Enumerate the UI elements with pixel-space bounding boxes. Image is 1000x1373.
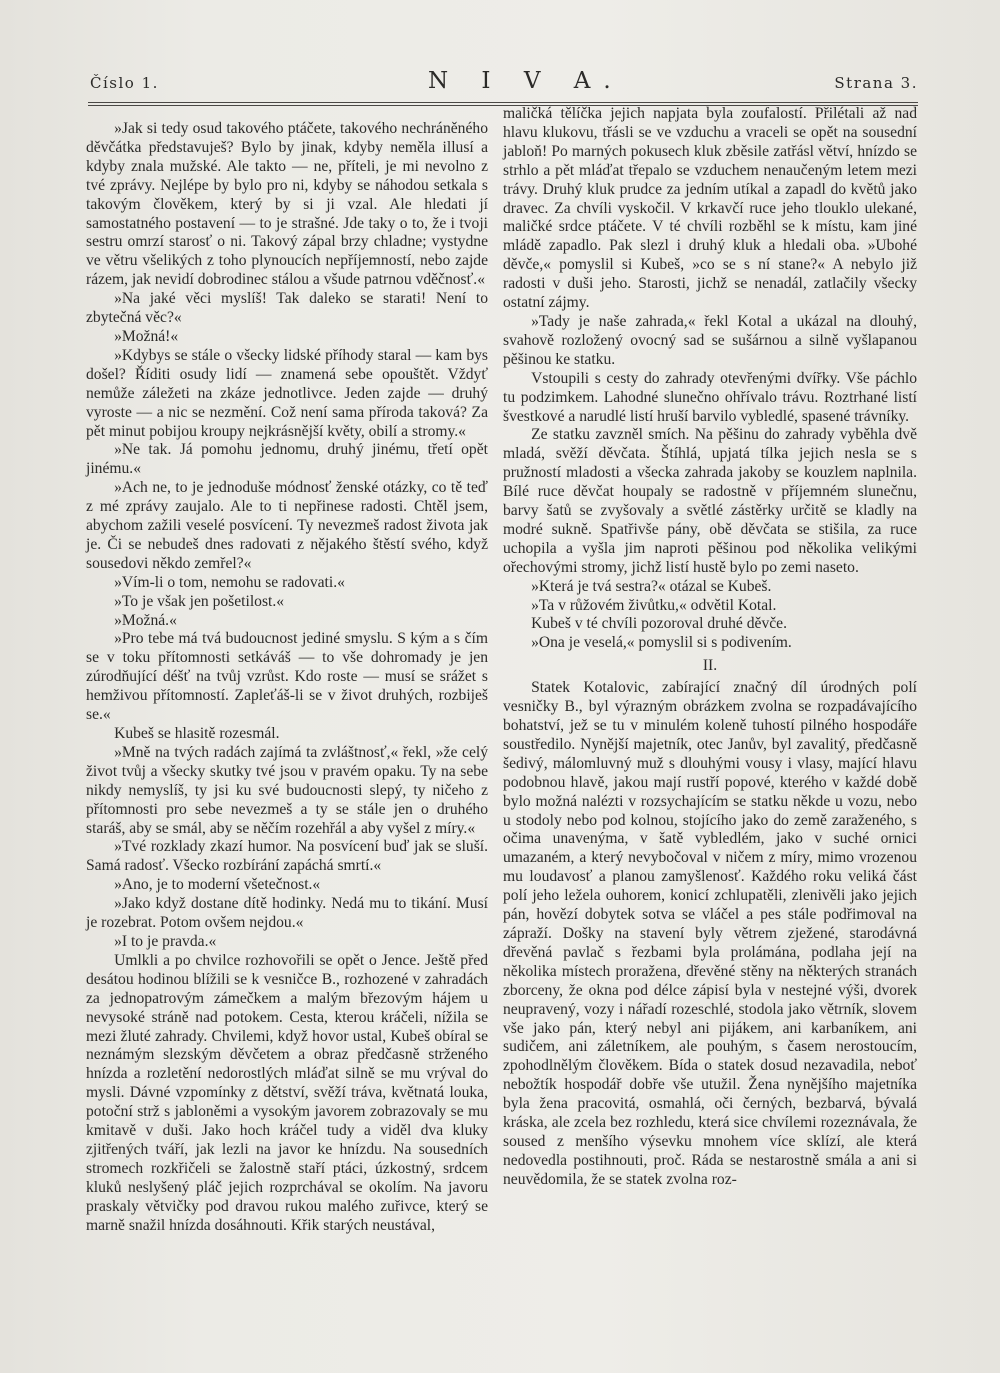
paragraph: »Vím-li o tom, nemohu se radovati.« [114,573,345,591]
paragraph: »Pro tebe má tvá budoucnost jediné smyslu. S kým a s čím se v toku přítomnosti setkáváš — to vše dohromady je jen zúrodňující déšť na tvůj vzrůst. Kdo roste — musí se srážet s hemživou přítomností. Zapleťáš-li se v život druhých, rozbiješ se.« [86,630,488,724]
paragraph: »Která je tvá sestra?« otázal se Kubeš. [531,577,772,595]
paragraph: Umlkli a po chvilce rozhovořili se opět o Jence. Ještě před desátou hodinou blížili se k vesničce B., rozhozené v zahradách za jednopatrovým zámečkem a malým březovým hájem u nevysoké stráně nad potokem. Cesta, kterou kráčeli, nížila se mezi žluté zahrady. Chvilemi, když hovor ustal, Kubeš obíral se neznámým slezským děvčetem a obraz předčasně strženého hnízda a rozletění nedorostlých mláďat silně se mu vrýval do mysli. Dávné vzpomínky z dětství, svěží tráva, květnatá louka, potoční strž s jabloněmi a vysokým javorem zobrazovaly se mu kmitavě v duši. Jako hoch kráčel tudy a viděl dva kluky zjitřených tváří, jak lezli na javor ke hnízdu. Na sousedních stromech rozkřičeli se žalostně staří ptáci, úzkostný, srdcem kluků neslyšený pláč jejich rozprchával se okolím. Na javoru praskaly větvičky pod dravou rukou malého zuřivce, který se marně snažil hnízda dosáhnouti. Křik starých neustával, [86,951,488,1234]
issue-number: Číslo 1. [90,74,159,92]
paragraph: »Jak si tedy osud takového ptáčete, takového nechráněného děvčátka představuješ? Bylo by jinak, kdyby neměla illusí a kdyby znala mužské. Ale takto — ne, příteli, je mi nevolno z tvé zprávy. Nejlépe by bylo pro ni, kdyby se náhodou setkala s takovým člověkem, který by si ji vzal. Ale hledati jí samostatného postavení — to je strašné. Jde taky o to, že i tvoji sestru omrzí starosť o ni. Takový zápal brzy chladne; vystydne ve větru všelikých z toho plynoucích nepříjemností, nebo zajde rázem, jak nevidí dobrodinec stálou a všude patrnou vděčnosť.« [86,120,488,289]
paragraph: Kubeš se hlasitě rozesmál. [114,725,280,742]
page-number: Strana 3. [834,74,918,92]
paragraph: »Mně na tvých radách zajímá ta zvláštnosť,« řekl, »že celý život tvůj a všecky skutky tvé jsou v pravém opaku. Ty na sebe nikdy nemyslíš, ty jsi ku své budoucnosti slepý, ty ničeho z přítomnosti pro sebe nevezmeš a ty se stále jen o druhého staráš, aby se smál, aby se něčím rozehřál a aby vyšel z míry.« [86,743,488,837]
paragraph: »To je však jen pošetilost.« [114,592,285,610]
paragraph: »Ne tak. Já pomohu jednomu, druhý jinému, třetí opět jinému.« [86,441,488,478]
journal-title: N I V A. [428,68,624,94]
paragraph: Statek Kotalovic, zabírající značný díl úrodných polí vesničky B., byl výrazným obrázkem zvolna se rozpadávajícího bohatství, jež se tu v minulém koleně tuhostí pilného hospodáře soustředilo. Nynější majetník, otec Janův, byl zavalitý, předčasně šedivý, málomluvný muž s dlouhými vousy i vlasy, mající hlavu podobnou hlavě, jakou mají rustří popové, kterého v každé době bylo možná nalézti v rozsychajícím se statku někde u vozu, nebo u stodoly nebo pod kolnou, stojícího jako do země zaraženého, s očima unavenýma, v šatě vybledlém, jako v suché ornici umazaném, a který nevybočoval v ničem z míry, mimo vrozenou mu loudavosť a planou zamyšlenosť. Každého roku veliká část polí jeho ležela ouhorem, konicí zchlupatěli, zlenivěli jako jejich pán, hovězí dobytek sotva se vláčel a pes stále podřimoval na zápraží. Došky na stavení byly větrem zježené, starodávná dřevěná pavlač s řezbami byla prolámána, podlaha její na několika místech proražena, dřevěné stěny na některých stranách zborceny, že okna pod délce zápisí byla v nestejné výši, dvorek neupravený, vozy i nářadí rozeschlé, stodola jako větrník, slovem vše jako pán, který nebyl ani pijákem, ani karbaníkem, ani sudičem, ani záletníkem, ale pouhým, s časem nerostoucím, zpohodlnělým člověkem. Bída o statek dosud nezavadila, neboť nebožtík hospodář dobře vše utužil. Žena nynějšího majetníka byla žena pracovitá, osmahlá, oči černých, bezbarvá, bývalá kráska, ale zcela bez rozhledu, která sice chvílemi rozeznávala, že soused z menšího výsevku mnohem více sklízí, ale která nedovedla postihnouti, proč. Ráda se nestarostně smála a ani si neuvědomila, že se statek zvolna roz- [503,679,917,1188]
paragraph: »Tady je naše zahrada,« řekl Kotal a ukázal na dlouhý, svahově rozložený ovocný sad se sušárnou a silně vyšlapanou pěšinou ke statku. [503,312,917,368]
paragraph: Kubeš v té chvíli pozoroval druhé děvče. [531,615,787,633]
paragraph: Ze statku zavzněl smích. Na pěšinu do zahrady vyběhla dvě mladá, svěží děvčata. Štíhlá, upjatá tílka jejich nesla se s pružností mladosti a všecka zahrada jakoby se kouzlem naplnila. Bílé ruce děvčat houpaly se radostně v příjemném slunečnu, barvy šatů se zvyšovaly a světlé zástěrky určitě se kladly na modré sukně. Spatřivše pány, obě děvčata se stišila, za ruce uchopila a vyšla jim naproti pěšinou pod několika velikými ořechovými stromy, jichž listí hustě bylo po zemi naseto. [503,426,917,576]
paragraph: »Na jaké věci myslíš! Tak daleko se starati! Není to zbytečná věc?« [86,290,488,327]
paragraph: »Jako když dostane dítě hodinky. Nedá mu to tikání. Musí je rozebrat. Potom ovšem nejdou.« [86,895,488,932]
paragraph: »Tvé rozklady zkazí humor. Na posvícení buď jak se sluší. Samá radosť. Všecko rozbírání zapáchá smrtí.« [86,838,488,875]
paragraph: »Ach ne, to je jednoduše módnosť ženské otázky, co tě teď z mé zprávy zaujalo. Ale to ti nepřinese radosti. Chtěl jsem, abychom zažili veselé posvícení. Ty nevezmeš radost života jak je. Či se nebudeš dnes radovati z nějakého štěstí svého, když sousedovi někdo zemřel?« [86,479,488,572]
section-heading: II. [702,657,718,675]
paragraph: »Kdybys se stále o všecky lidské příhody staral — kam bys došel? Říditi osudy lidí — znamená sebe opouštět. Vždyť nemůže záležeti na zkáze jednotlivce. Jeden zajde — druhý vyroste — a nic se nezmění. Což není sama příroda taková? Za pět minut pobijou kroupy nejkrásnější květy, obilí a stromy.« [86,346,488,440]
paragraph: »I to je pravda.« [114,932,217,950]
paragraph: Vstoupili s cesty do zahrady otevřenými dvířky. Vše páchlo tu podzimkem. Lahodné slunečno ohřívalo trávu. Roztrhané listí švestkové a narudlé listí hruší barvilo vybledlé, spasené trávníky. [503,369,917,425]
page-header [88,68,918,98]
paragraph: »Možná!« [114,327,179,345]
paragraph: »Možná.« [114,611,177,629]
paragraph: maličká tělíčka jejich napjata byla zoufalostí. Přilétali až nad hlavu klukovu, třásli se ve vzduchu a vraceli se opět na sousední jabloň! Po marných pokusech kluk zběsile zatřásl větví, hnízdo se strhlo a pět mláďat třepalo se vzduchem nenaučeným letem mezi trávy. Druhý kluk prudce za jedním utíkal a zapadl do květů jako dravec. Za chvíli vyskočil. V krkavčí ruce jeho tlouklo ulekané, maličké srdce ptáčete. V té chvíli rozběhl se k místu, kam jiné mládě zapadlo. Pak slezl i druhý kluk a hledali oba. »Ubohé děvče,« pomyslil si Kubeš, »co se s ní stane?« A nebylo již radosti v duši jeho. Starosti, jichž se nenadál, zatlačily všecky ostatní zájmy. [503,105,917,312]
paragraph: »Ona je veselá,« pomyslil si s podivením. [531,634,792,652]
right-column [503,105,917,1190]
paragraph: »Ano, je to moderní všetečnost.« [114,876,321,894]
paragraph: »Ta v růžovém živůtku,« odvětil Kotal. [531,596,777,614]
left-column [86,120,488,1235]
